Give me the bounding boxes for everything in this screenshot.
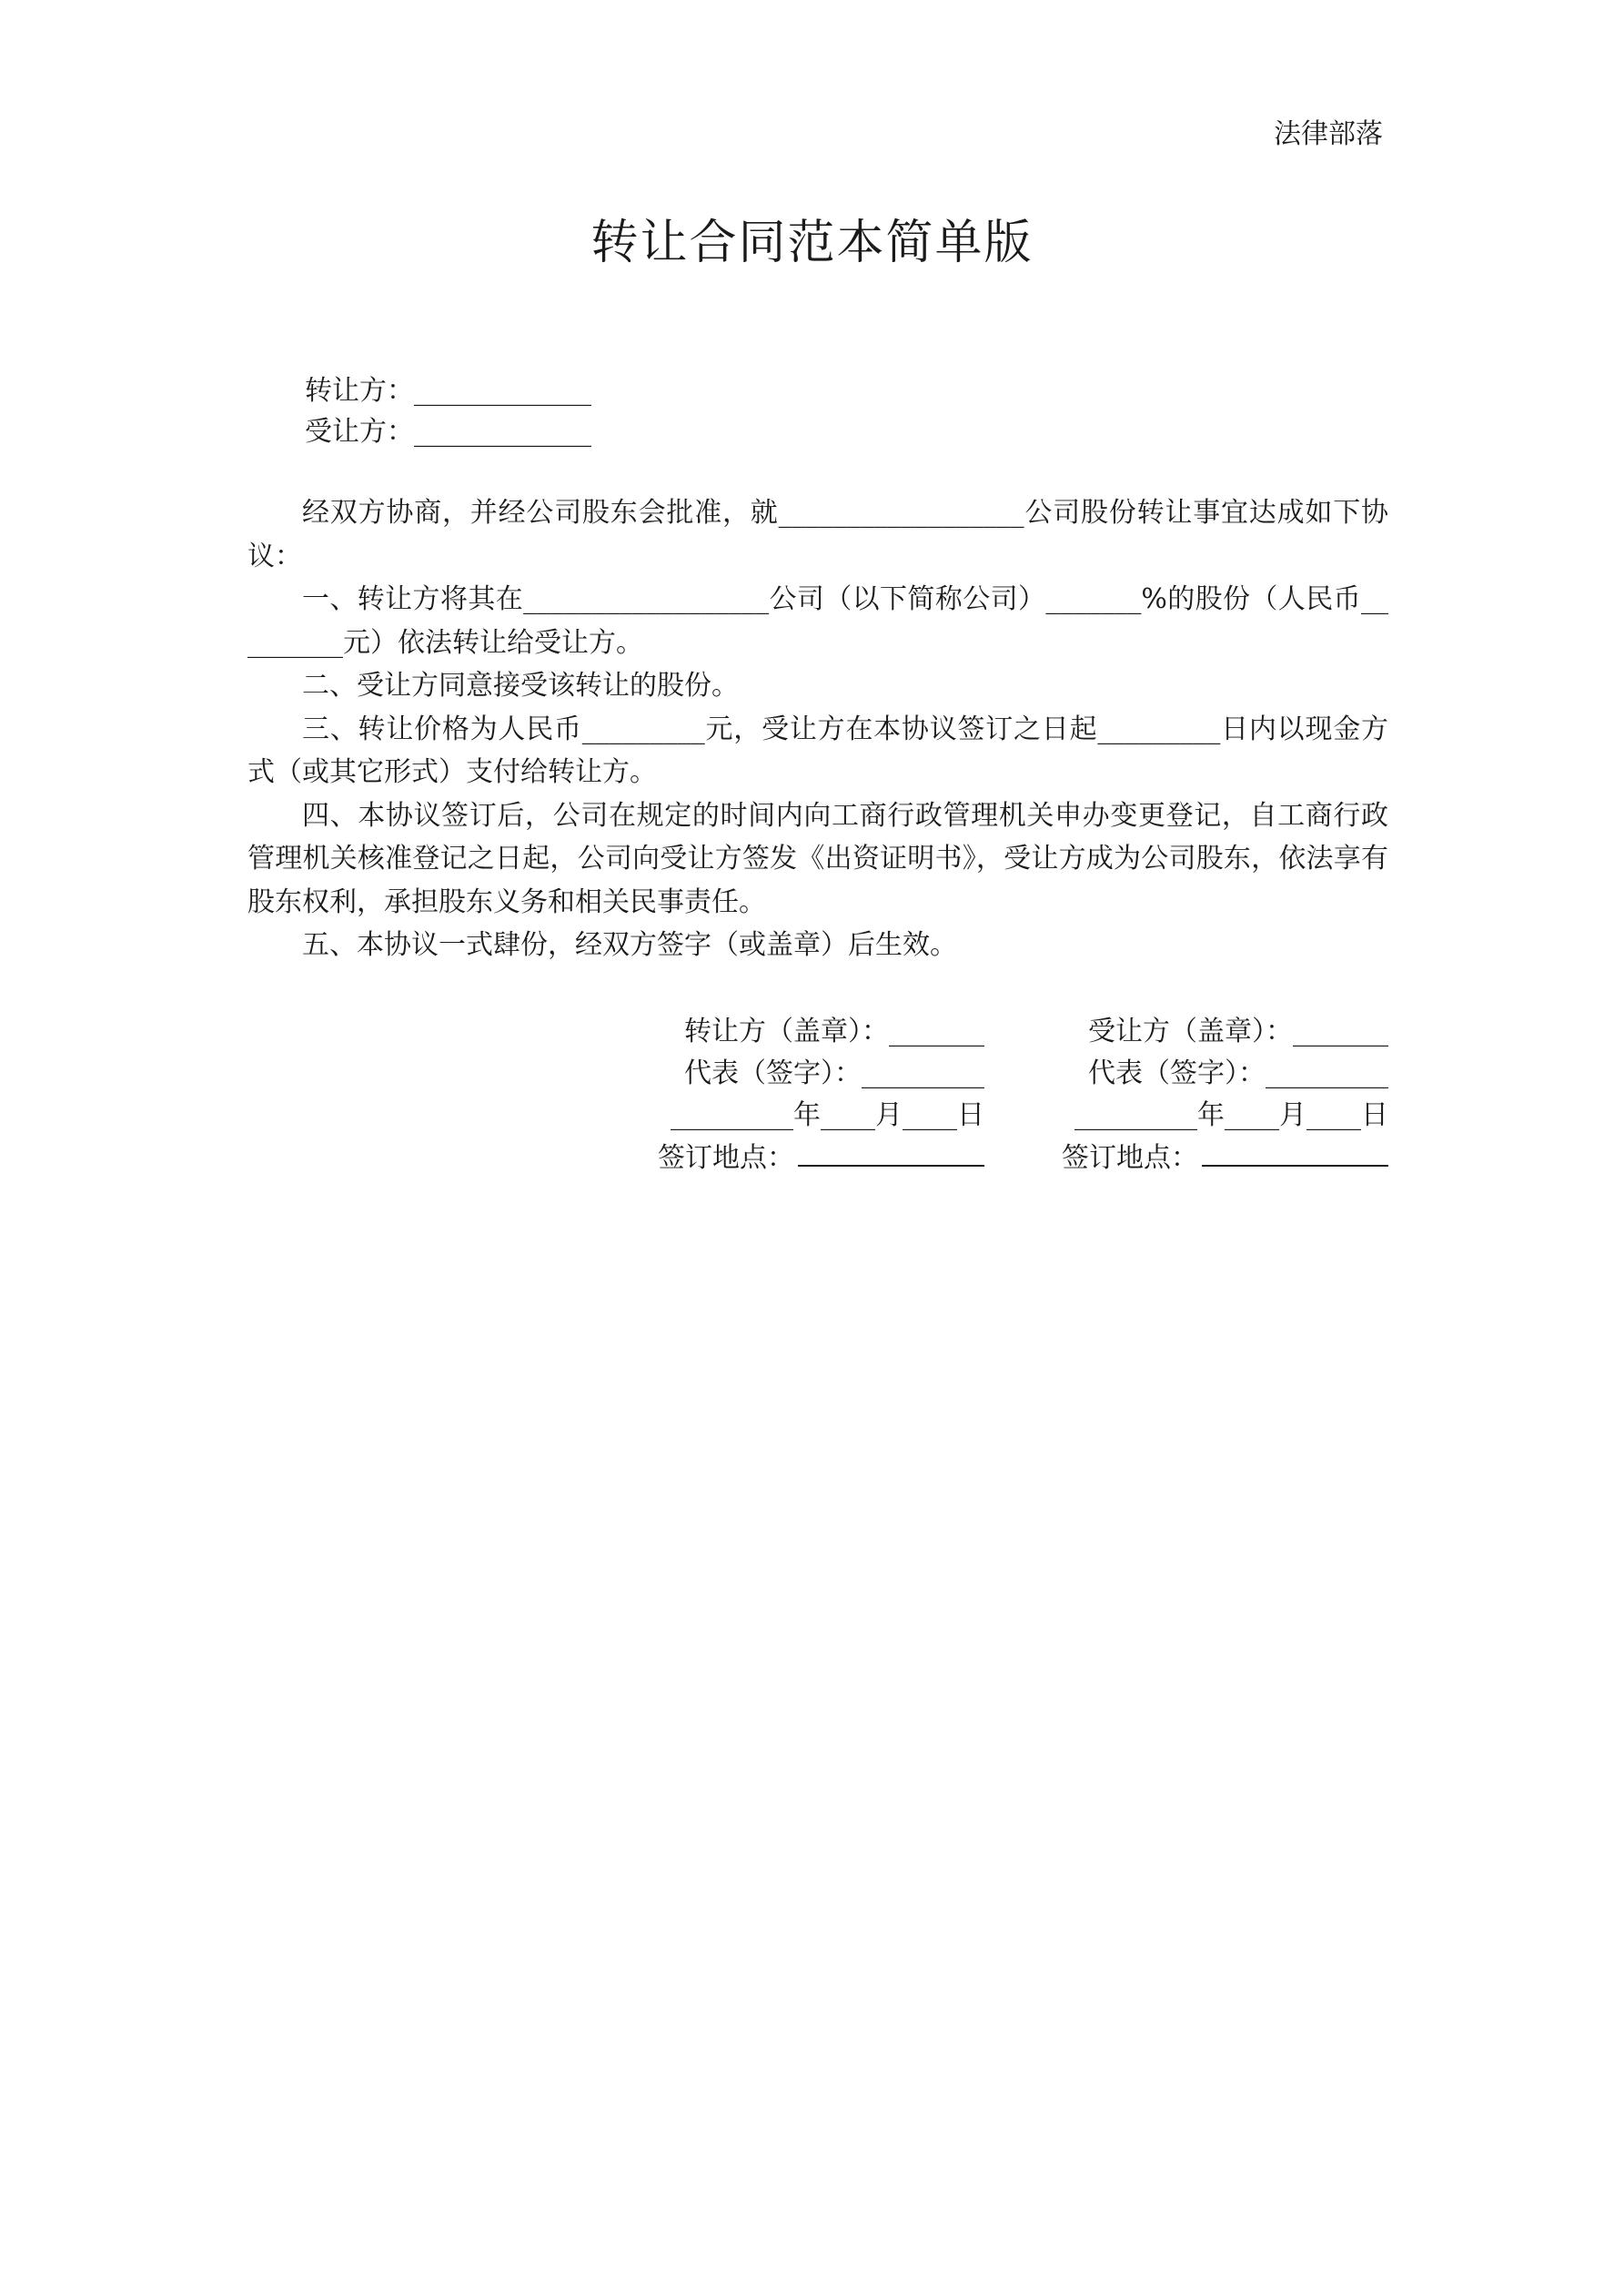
header-tag: 法律部落 <box>1274 118 1383 150</box>
right-date-line: _________年____月____日 <box>1074 1099 1388 1131</box>
transferor-line: 转让方：_____________ <box>305 375 591 407</box>
right-place-label: 签订地点： <box>1062 1142 1198 1174</box>
clause-1: 一、转让方将其在__________________公司（以下简称公司）_______%的股份（人民币_________元）依法转让给受让方。 <box>247 583 1388 659</box>
right-rep-line: 代表（签字）：_________ <box>1088 1057 1388 1089</box>
clause-5: 五、本协议一式肆份，经双方签字（或盖章）后生效。 <box>302 929 957 961</box>
left-date-line: _________年____月____日 <box>671 1099 984 1131</box>
left-rep-line: 代表（签字）：_________ <box>684 1057 984 1089</box>
left-place-blank <box>798 1138 984 1167</box>
right-place-line <box>1062 1138 1388 1178</box>
clause-2: 二、受让方同意接受该转让的股份。 <box>302 670 739 702</box>
left-place-line <box>658 1138 984 1178</box>
right-place-blank <box>1202 1138 1388 1167</box>
right-seal-line: 受让方（盖章）：_______ <box>1088 1016 1388 1047</box>
transferee-line: 受让方：_____________ <box>305 416 591 448</box>
clause-4: 四、本协议签订后，公司在规定的时间内向工商行政管理机关申办变更登记，自工商行政管理机关核准登记之日起，公司向受让方签发《出资证明书》，受让方成为公司股东，依法享有股东权利，承担股东义务和相关民事责任。 <box>247 799 1388 918</box>
contract-body <box>247 491 1388 967</box>
preamble-paragraph: 经双方协商，并经公司股东会批准，就__________________公司股份转让事宜达成如下协议： <box>247 497 1388 572</box>
clause-3: 三、转让价格为人民币_________元，受让方在本协议签订之日起_________日内以现金方式（或其它形式）支付给转让方。 <box>247 713 1388 788</box>
document-title: 转让合同范本简单版 <box>590 216 1034 270</box>
left-place-label: 签订地点： <box>658 1142 794 1174</box>
left-seal-line: 转让方（盖章）：_______ <box>684 1016 984 1047</box>
